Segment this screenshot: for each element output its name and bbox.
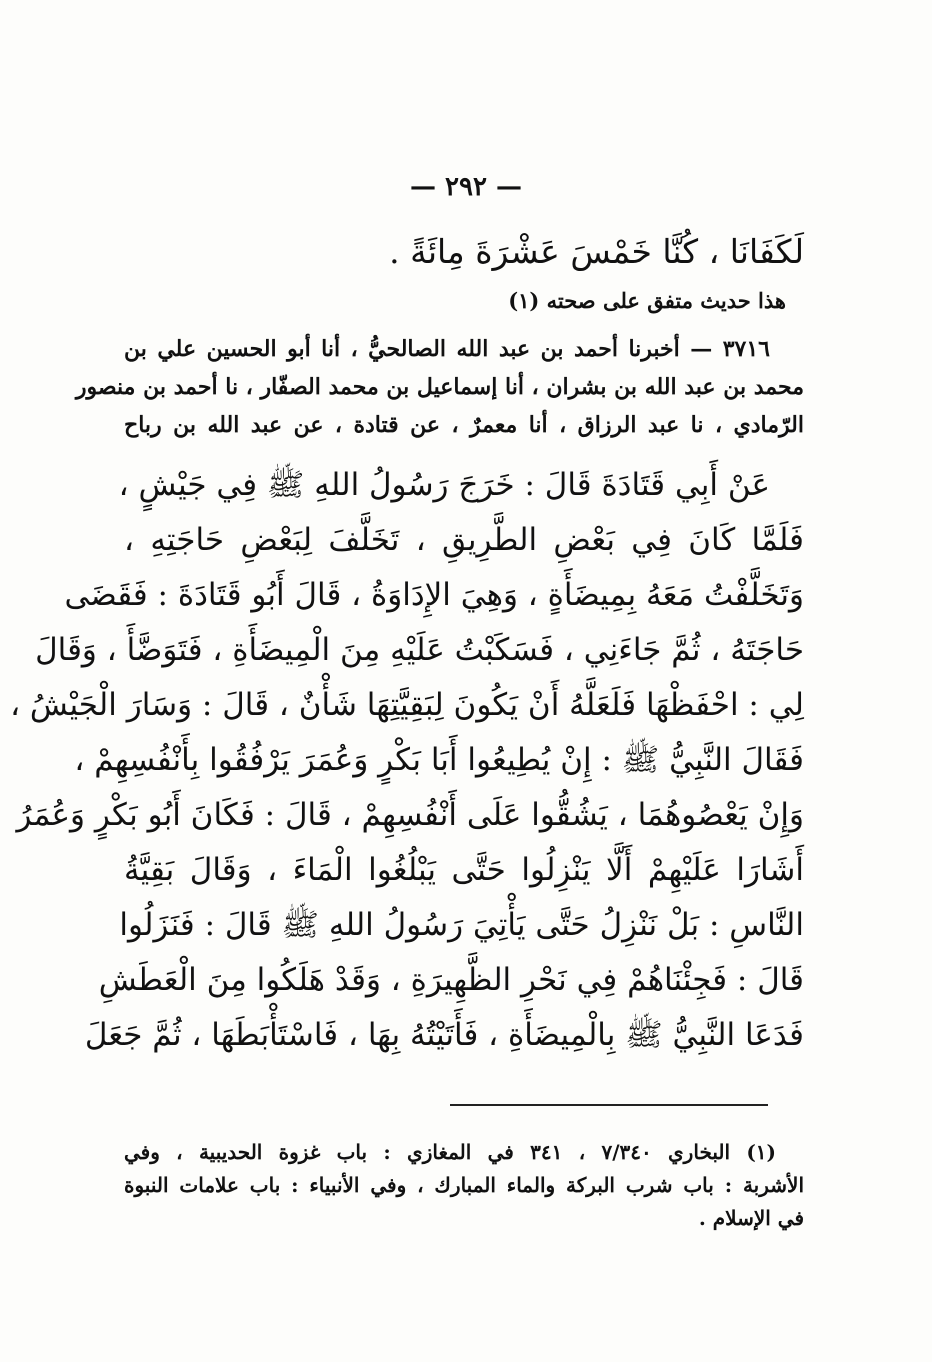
footnote-divider <box>450 1104 768 1106</box>
matn-line: وَإِنْ يَعْصُوهُمَا ، يَشُقُّوا عَلَى أَنْفُسِهِمْ ، قَالَ : فَكَانَ أَبُو بَكْرٍ وَعُمَرُ <box>16 797 804 833</box>
continuation-line: لَكَفَانَا ، كُنَّا خَمْسَ عَشْرَةَ مِائَةً . <box>389 232 804 271</box>
matn-line: قَالَ : فَجِئْنَاهُمْ فِي نَحْرِ الظَّهِيرَةِ ، وَقَدْ هَلَكُوا مِنَ الْعَطَشِ <box>98 962 804 998</box>
matn-line: فَقَالَ النَّبِيُّ ﷺ : إِنْ يُطِيعُوا أَبَا بَكْرٍ وَعُمَرَ يَرْفُقُوا بِأَنْفُسِهِمْ ، <box>74 742 804 778</box>
grading-note: هذا حديث متفق على صحته (١) <box>508 288 786 313</box>
footnotes <box>124 1136 804 1235</box>
footnote-line: الأشربة : باب شرب البركة والماء المبارك ، وفي الأنبياء : باب علامات النبوة <box>124 1173 804 1197</box>
page-number: — ٢٩٢ — <box>409 172 523 202</box>
matn-line: فَدَعَا النَّبِيُّ ﷺ بِالْمِيضَأَةِ ، فَأَتَيْتُهُ بِهَا ، فَاسْتَأْبَطَهَا ، ثُمَّ جَعَلَ <box>84 1017 804 1053</box>
hadith-isnad <box>75 330 804 444</box>
matn-line: النَّاسِ : بَلْ نَنْزِلُ حَتَّى يَأْتِيَ رَسُولُ اللهِ ﷺ قَالَ : فَنَزَلُوا <box>119 907 804 943</box>
matn-line: وَتَخَلَّفْتُ مَعَهُ بِمِيضَأَةٍ ، وَهِيَ الإِدَاوَةُ ، قَالَ أَبُو قَتَادَةَ : فَقَضَى <box>64 577 804 613</box>
main-text <box>10 222 804 1063</box>
matn-line: عَنْ أَبِي قَتَادَةَ قَالَ : خَرَجَ رَسُولُ اللهِ ﷺ فِي جَيْشٍ ، <box>118 467 770 503</box>
footnote-line: (١) البخاري ٧/٣٤٠ ، ٣٤١ في المغازي : باب غزوة الحديبية ، وفي <box>124 1140 777 1164</box>
footnote-line: في الإسلام . <box>698 1206 804 1230</box>
hadith-matn <box>10 458 804 1063</box>
isnad-line: ٣٧١٦ — أخبرنا أحمد بن عبد الله الصالحيُّ ، أنا أبو الحسين علي بن <box>124 336 770 362</box>
isnad-line: الرّمادي ، نا عبد الرزاق ، أنا معمرٌ ، عن قتادة ، عن عبد الله بن رباح <box>124 412 804 438</box>
isnad-line: محمد بن عبد الله بن بشران ، أنا إسماعيل بن محمد الصفّار ، نا أحمد بن منصور <box>75 374 804 400</box>
matn-line: فَلَمَّا كَانَ فِي بَعْضِ الطَّرِيقِ ، تَخَلَّفَ لِبَعْضِ حَاجَتِهِ ، <box>124 522 804 558</box>
matn-line: حَاجَتَهُ ، ثُمَّ جَاءَنِي ، فَسَكَبْتُ عَلَيْهِ مِنَ الْمِيضَأَةِ ، فَتَوَضَّأَ ، وَقَالَ <box>35 632 804 668</box>
matn-line: لِي : احْفَظْهَا فَلَعَلَّهُ أَنْ يَكُونَ لِبَقِيَّتِهَا شَأْنٌ ، قَالَ : وَسَارَ الْجَيْشُ ، <box>10 687 804 723</box>
matn-line: أَشَارَا عَلَيْهِمْ أَلَّا يَنْزِلُوا حَتَّى يَبْلُغُوا الْمَاءَ ، وَقَالَ بَقِيَّةُ <box>124 852 804 888</box>
